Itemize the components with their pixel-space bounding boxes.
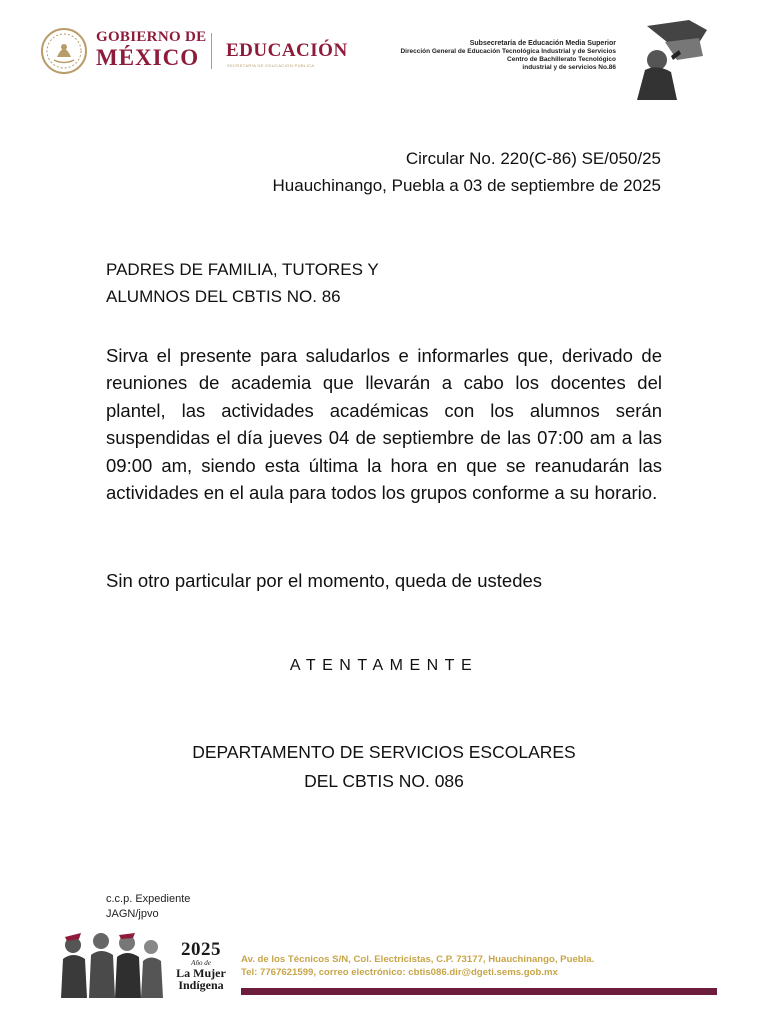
- letter-body: Sirva el presente para saludarlos e informarles que, derivado de reuniones de academia que llevarán a cabo los docentes del plantel, las actividades académicas con los alumnos serán suspendidas el día jueves 04 de septiembre de las 07:00 am a las 09:00 am, siendo esta última la hora en que se reanudarán las actividades en el aula para todos los grupos conforme a su horario.: [106, 345, 662, 504]
- coat-of-arms-icon: [40, 27, 88, 75]
- place-date: Huauchinango, Puebla a 03 de septiembre de 2025: [272, 176, 661, 195]
- year-title-line: Indígena: [178, 978, 224, 992]
- indigenous-women-illustration: [55, 923, 167, 998]
- ccp-block: [106, 892, 190, 922]
- addressee: [106, 256, 379, 310]
- ccp-line: c.c.p. Expediente: [106, 893, 191, 905]
- institution-line: industrial y de servicios No.86: [522, 64, 616, 71]
- signer-block: [0, 738, 768, 796]
- address-line: Av. de los Técnicos S/N, Col. Electricistas, C.P. 73177, Huauchinango, Puebla.: [241, 954, 595, 965]
- government-label-line1: GOBIERNO DE: [96, 29, 207, 45]
- circular-number: Circular No. 220(C-86) SE/050/25: [405, 149, 661, 168]
- signer-line: DEL CBTIS NO. 086: [304, 771, 464, 791]
- year-subtitle: Año de: [191, 959, 211, 967]
- letter-meta: [273, 145, 661, 199]
- year-title-line: La Mujer: [176, 966, 226, 980]
- footer-address: [241, 953, 594, 979]
- ccp-line: JAGN/jpvo: [106, 908, 159, 920]
- contact-line: Tel: 7767621599, correo electrónico: cbtis086.dir@dgeti.sems.gob.mx: [241, 967, 558, 978]
- header-divider: [211, 33, 212, 69]
- year-number: 2025: [181, 939, 221, 960]
- government-label-line2: MÉXICO: [96, 45, 200, 70]
- footer-bar: [241, 988, 717, 995]
- education-title: EDUCACIÓN: [226, 40, 348, 61]
- institution-line: Centro de Bachillerato Tecnológico: [507, 56, 616, 63]
- addressee-line: ALUMNOS DEL CBTIS NO. 86: [106, 287, 341, 306]
- letterhead: [0, 0, 768, 110]
- education-subtitle: SECRETARÍA DE EDUCACIÓN PÚBLICA: [227, 63, 315, 68]
- institution-block: [400, 40, 616, 72]
- institution-line: Subsecretaría de Educación Media Superior: [469, 40, 616, 47]
- institution-line: Dirección General de Educación Tecnológica Industrial y de Servicios: [400, 48, 616, 55]
- signer-line: DEPARTAMENTO DE SERVICIOS ESCOLARES: [192, 742, 576, 762]
- addressee-line: PADRES DE FAMILIA, TUTORES Y: [106, 260, 379, 279]
- heroine-portrait-icon: [627, 16, 713, 100]
- closing-line: Sin otro particular por el momento, queda de ustedes: [106, 570, 543, 591]
- year-badge: [169, 940, 233, 991]
- salutation: ATENTAMENTE: [289, 657, 479, 674]
